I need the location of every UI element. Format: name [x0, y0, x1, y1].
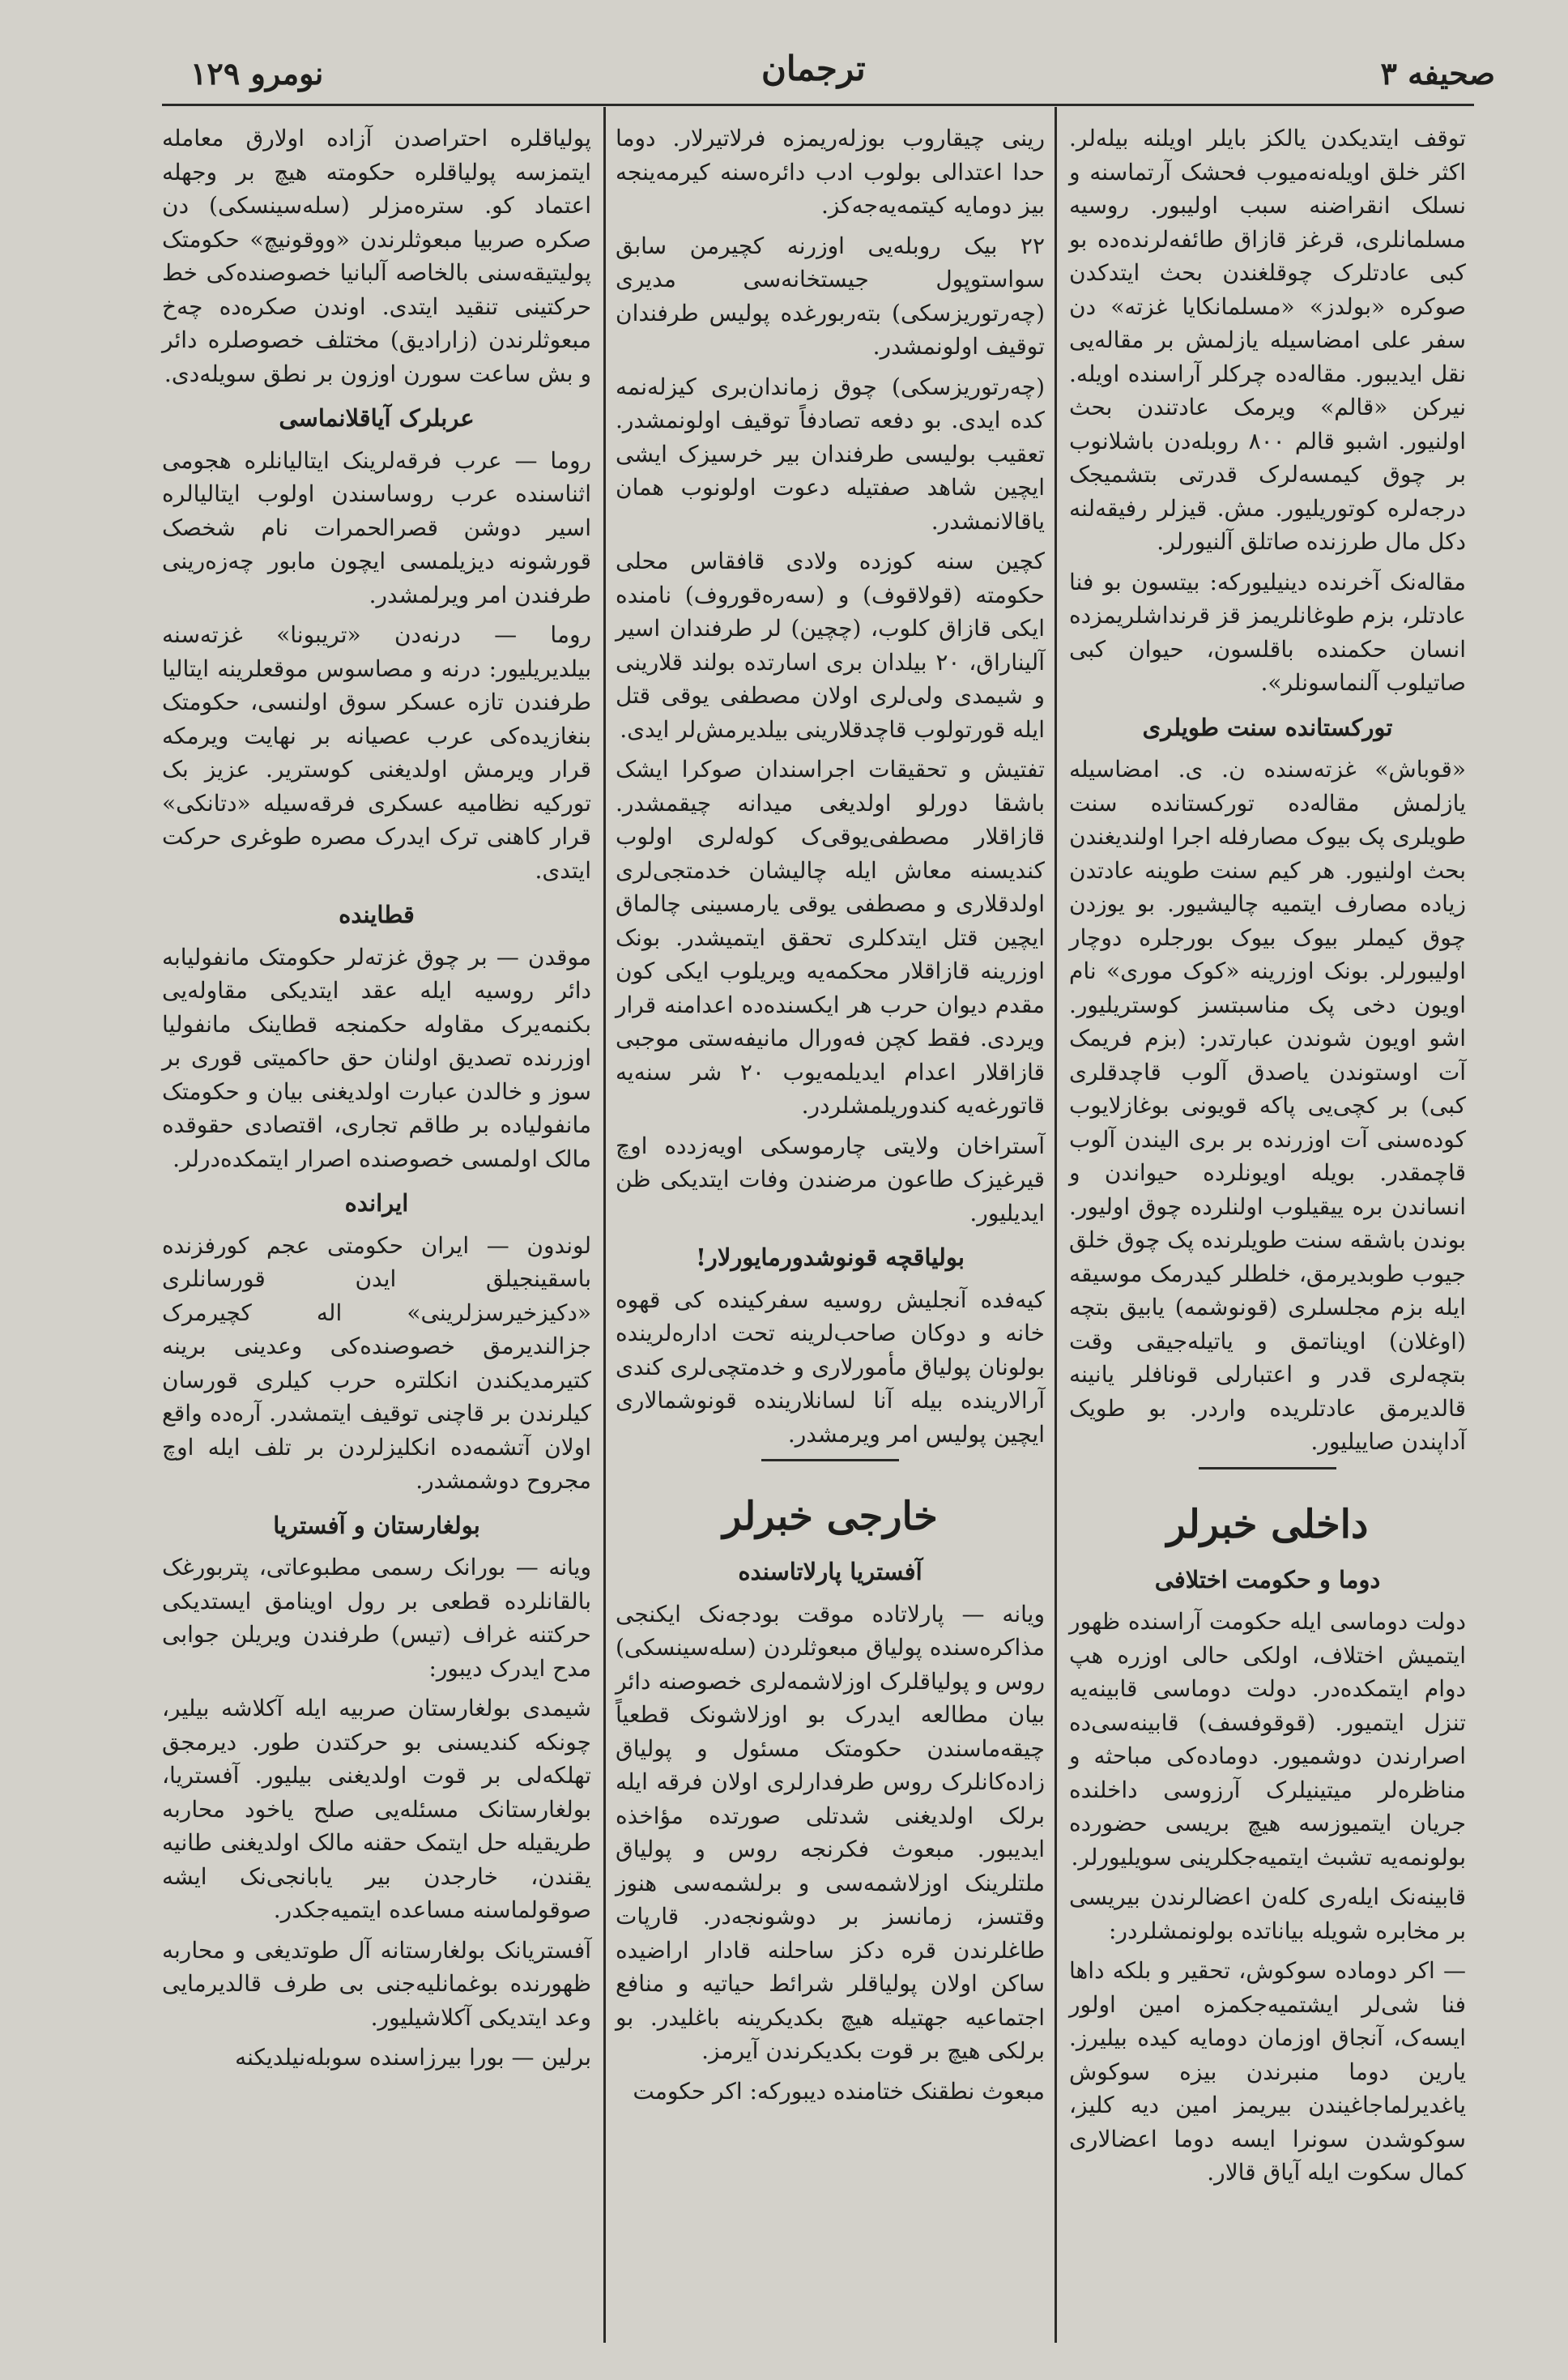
section-subheading: عربلرک آیاقلانماسی: [279, 404, 475, 432]
article-paragraph: برلین — بورا بیرزاسنده سوبله‌نیلدیکنه: [235, 2044, 591, 2071]
page-label: صحیفه ۳: [1380, 55, 1495, 92]
article-paragraph: رینی چیقاروب بوزله‌ریمزه فرلاتیرلار. دوما حدا اعتدالی بولوب ادب دائره‌سنه کیرمه‌ینجه بیز دومایه کیتمه‌یه‌جه‌کز.: [616, 125, 1045, 219]
article-paragraph: مبعوث نطقنک ختامنده دیبورکه: اکر حکومت: [633, 2077, 1045, 2105]
section-subheading: آفستریا پارلاتاسنده: [738, 1558, 922, 1585]
section-divider: [1199, 1467, 1336, 1469]
article-paragraph: مقاله‌نک آخرنده دینیلیورکه: بیتسون بو فنا عادتلر، بزم طوغانلریمز قز قرنداشلریمزده انسان حکمنده باقلسون، حیوان کبی صاتیلوب آلنماسونلر».: [1069, 568, 1466, 696]
section-subheading: بولغارستان و آفستریا: [273, 1511, 480, 1539]
page-header: [0, 0, 1568, 122]
section-subheading: بولیاقچه قونوشدورمایورلار!: [696, 1243, 965, 1271]
column-divider-right: [1055, 107, 1057, 2343]
article-paragraph: شیمدی بولغارستان صربیه ایله آکلاشه بیلیر، چونکه کندیسنی بو حرکتدن طور. دیرمجق تهلکه‌لی بر قوت اولدیغنی بیلیور. آفستریا، بولغارستانک مسئله‌یی صلح یاخود محاربه طریقیله حل ایتمک حقنه مالک اولدیغنی طانیه یقندن، خارجدن بیر یابانجی‌نک ایشه صوقولماسنه مساعده ایتمیه‌جکدر.: [162, 1695, 591, 1923]
section-divider: [761, 1459, 899, 1461]
issue-number: نومرو ۱۲۹: [190, 55, 324, 92]
section-heading: داخلی خبرلر: [1166, 1501, 1369, 1547]
article-paragraph: موقدن — بر چوق غزته‌لر حکومتک مانفولیابه دائر روسیه ایله عقد ایتدیکی مقاوله‌یی بکنمه‌یرک مقاوله حکمنجه قطاینک مانفولیا اوزرنده تصدیق اولنان حق حاکمیتی قوری بر سوز و خالدن عبارت اولدیغنی بیان و حکومتک مانفولیاده بر طاقم تجاری، اقتصادی حقوقده مالک اولمسی خصوصنده اصرار ایتمکده‌درلر.: [162, 943, 591, 1172]
article-paragraph: ویانه — پارلاتاده موقت بودجه‌نک ایکنجی مذاکره‌سنده پولیاق مبعوثلردن (سله‌سینسکی) روس و پولیاقلرک اوزلاشمه‌لری خصوصنه دائر بیان مطالعه ایدرک بو اوزلاشونک قطعیاً چیقه‌ماسندن حکومتک مسئول و پولیاق زاده‌کانلرک روس طرفدارلری اولان فرقه ایله برلک اولدیغنی شدتلی صورتده مؤاخذه ایدیبور. مبعوث فکرنجه روس و پولیاق ملتلرینک اوزلاشمه‌سی و برلشمه‌سی هنوز وقتسز، زمانسز بر دوشونجه‌در. قارپات طاغلرندن قره دکز ساحلنه قادار اراضیده ساکن اولان پولیاقلر شرائط حیاتیه و منافع اجتماعیه جهتیله هیچ بکدیکرینه باغلیدر. بو برلکی هیچ بر قوت بکدیکرندن آیرمز.: [616, 1600, 1045, 2064]
article-paragraph: (چه‌رتوریزسکی) چوق زماندان‌بری کیزله‌نمه کده ایدی. بو دفعه تصادفاً توقیف اولونمشدر. تعقیب بولیسی طرفندان بیر خرسیزک ایشی ایچین شاهد صفتیله دعوت اولونوب همان یاقالانمشدر.: [616, 373, 1045, 535]
article-paragraph: آستراخان ولایتی چارموسکی اویه‌زدده اوچ قیرغیزک طاعون مرضندن وفات ایتدیکی ظن ایدیلیور.: [616, 1132, 1045, 1226]
left-column: [162, 122, 591, 2081]
section-subheading: دوما و حکومت اختلافی: [1154, 1565, 1381, 1593]
article-paragraph: پولیاقلره احتراصدن آزاده اولارق معامله ایتمزسه پولیاقلره حکومته هیچ بر وجهله اعتماد کو. ستره‌مزلر (سله‌سینسکی) دن صکره صربیا مبعوثلرندن «ووقونیچ» حکومتک پولیتیقه‌سنی بالخاصه آلبانیا خصوصنده‌کی خط حرکتینی تنقید ایتدی. اوندن صکره‌ده چه‌خ مبعوثلرندن (زارادیق) مختلف خصوصلره دائر و بش ساعت سورن اوزون بر نطق سویله‌دی.: [162, 125, 591, 387]
article-paragraph: روما — درنه‌دن «تریبونا» غزته‌سنه بیلدیریلیور: درنه و مصاسوس موقعلرینه ایتالیا طرفندن تازه عسکر سوق اولنسی، حکومتک بنغازیده‌کی عرب عصیانه بر نهایت ویرمکه قرار ویرمش اولدیغنی کوستریر. عزیز بک تورکیه نظامیه عسکری فرقه‌سیله «دتانکی» قرار کاهنی ترک ایدرک مصره طوغری حرکت ایتدی.: [162, 621, 591, 884]
column-divider-left: [603, 107, 606, 2343]
article-paragraph: کچین سنه کوزده ولادی قافقاس محلی حکومته (قولاقوف) و (سه‌ره‌قوروف) نامنده ایکی قازاق کلوب، (چچین) لر طرفندان اسیر آلیناراق، ۲۰ بیلدان بری اسارتده بولند قلارینی و شیمدی ولی‌لری اولان مصطفی یوقی قتل ایله قورتولوب قاچدقلارینی بیلدیرمش‌لر ایدی.: [616, 548, 1045, 743]
article-paragraph: ویانه — بورانک رسمی مطبوعاتی، پتربورغک بالقانلرده قطعی بر رول اوینامق ایستدیکی حرکتنه غراف (تیس) طرفندن ویریلن جوابی مدح ایدرک دیبور:: [162, 1554, 591, 1682]
article-paragraph: روما — عرب فرقه‌لرینک ایتالیانلره هجومی اثناسنده عرب روساسندن اولوب ایتالیالره اسیر دوشن قصرالحمرات نام شخصک قورشونه دیزیلمسی ایچون مابور چه‌زه‌رینی طرفندن امر ویرلمشدر.: [162, 446, 591, 608]
section-subheading: قطاینده: [339, 901, 415, 928]
article-paragraph: «قوباش» غزته‌سنده ن. ی. امضاسیله یازلمش مقاله‌ده تورکستانده سنت طویلری پک بیوک مصارفله اجرا اولندیغندن بحث اولنیور. هر کیم سنت طوینه عادتدن زیاده مصارف ایتمیه چالیشیور. بو یوزدن چوق کیملر بیوک بیوک بورجلره دوچار اولیبورلر. بونک اوزرینه «کوک موری» نام اویون دخی پک مناسبتسز کوستریلیور. اشو اویون شوندن عبارتدر: (بزم فریمک آت اوستوندن یاصدق آلوب قاچدقلری کبی) بر کچی‌یی پاکه قویونی بوغازلایوب کوده‌سنی آت اوزرنده بر بری الیندن آلوب قاچمقدر. بویله اویونلرده حیواندن و انساندن بره ییقیلوب اولنلرده چوق اولیور. بوندن باشقه سنت طویلرنده پک چوق خلق جیوب طوبدیرمق، خلطلر کیدرمک موسیقه ایله بزم مجلسلری (قونوشمه) یابیق بتچه (اوغلان) اویناتمق و یاتیله‌جیقی وقت بتچه‌لری قدر و اعتبارلی قونافلر یانینه قالدیرمق عادتلریده وار‌در. بو طویک آداپندن صاییلیور.: [1069, 756, 1466, 1455]
article-paragraph: — اکر دوماده سوکوش، تحقیر و بلکه داها فنا شی‌لر ایشتمیه‌جکمزه امین اولور ایسه‌ک، آنجاق اوزمان دومایه کیده بیلیرز. یارین دوما منبرندن بیزه سوکوش یاغدیرلماجاغیندن بیریمز امین دیه کلیز، سوکوشدن سونرا ایسه دوما اعضالاری کمال سکوت ایله آیاق قالار.: [1069, 1957, 1466, 2186]
header-rule: [162, 104, 1474, 106]
middle-column: [616, 122, 1045, 2114]
article-paragraph: ۲۲ بیک روبله‌یی اوزرنه کچیرمن سابق سواستوپول جیستخانه‌سی مدیری (چه‌رتوریزسکی) بته‌ربورغده پولیس طرفندان توقیف اولونمشدر.: [616, 232, 1045, 360]
article-paragraph: دولت دوماسی ایله حکومت آراسنده ظهور ایتمیش اختلاف، اولکی حالی اوزره هپ دوام ایتمکده‌در. دولت دوماسی قابینه‌یه تنزل ایتمیور. (قوقوفسف) قابینه‌سی‌ده اصرارندن دوشمیور. دوماده‌کی مباحثه و مناظره‌لر میتینیلرک آرزوسی داخلنده جریان ایتمیوزسه هیچ بریسی حضورده بولونمه‌یه تشبث ایتمیه‌جکلرینی سویلیورلر.: [1069, 1608, 1466, 1870]
right-column: [1069, 122, 1466, 2196]
section-subheading: ایرانده: [344, 1189, 409, 1217]
article-paragraph: تفتیش و تحقیقات اجراسندان صوکرا ایشک باشقا دورلو اولدیغی میدانه چیقمشدر. قازاقلار مصطفی‌یوقی‌ک کوله‌لری اولوب کندیسنه معاش ایله چالیشان خدمتجی‌لری اولدقلاری و مصطفی یوقی یارمسینی چالماق ایچین قتل ایتدکلری تحقق ایتمیشدر. بونک اوزرینه قازاقلار محکمه‌یه ویریلوب ایکی کون مقدم دیوان حرب هر ایکسنده‌ده اعدامنه قرار ویردی. فقط کچن فه‌ورال مانیفه‌ستی موجبی قازاقلار اعدام ایدیلمه‌یوب ۲۰ شر سنه‌یه قاتورغه‌یه کندوریلمشلردر.: [616, 756, 1046, 1119]
article-paragraph: کیه‌فده آنجلیش روسیه سفرکینده کی قهوه خانه و دوکان صاحب‌لرینه تحت اداره‌لرینده بولونان پولیاق مأمورلاری و خدمتچی‌لری کندی آرالارینده بیله آنا لسانلارینده قونوشمالاری ایچین پولیس امر ویرمشدر.: [616, 1286, 1045, 1448]
article-paragraph: آفستریانک بولغارستانه آل طوتدیغی و محاربه ظهورنده بوغمانلیه‌جنی بی طرف قالدیرمایی وعد ایتدیکی آکلاشیلیور.: [162, 1936, 591, 2031]
section-heading: خارجی خبرلر: [722, 1494, 938, 1539]
article-paragraph: قابینه‌نک ایله‌ری کله‌ن اعضالرندن بیریسی بر مخابره شویله بیاناتده بولونمشلردر:: [1069, 1883, 1466, 1944]
article-paragraph: لوندون — ایران حکومتی عجم کورفزنده باسقینجیلق ایدن قورسانلری «دکیزخیرسزلرینی» اله کچیرمرک جزالندیرمق خصوصنده‌کی وعدینی برینه کتیرمدیکندن انکلتره حرب کیلری قورسان کیلرندن بر قاچنی توقیف ایتمشدر. آره‌ده واقع اولان آتشمه‌ده انکلیزلردن بر تلف ایله اوچ مجروح دوشمشدر.: [162, 1231, 591, 1494]
newspaper-title: ترجمان: [761, 49, 866, 88]
article-paragraph: توقف ایتدیکدن یالکز بایلر اویلنه بیله‌لر. اکثر خلق اویله‌نه‌میوب فحشک آرتماسنه و نسلک انقراضنه سبب اولیبور. روسیه مسلمانلری، قرغز قازاق طائفه‌لرنده‌ده بو کبی عادتلرک چوقلغندن بحث ایتدکدن صوکره «بولدز» «مسلمانکایا غزته» دن سفر علی امضاسیله یازلمش بر مقاله‌یی نقل ایدیبور. مقاله‌ده چرکلر آراسنده اویله. نیرکن «قالم» ویرمک عادتندن بحث اولنیور. اشبو قالم ۸۰۰ روبله‌دن باشلانوب بر چوق کیمسه‌لرک قدرتی بتشمیجک درجه‌لره کوتوریلیور. مش. قیزلر رفیقه‌لنه دکل مال طرزنده صاتلق آلنیورلر.: [1069, 125, 1466, 555]
section-subheading: تورکستانده سنت طویلری: [1142, 713, 1393, 741]
